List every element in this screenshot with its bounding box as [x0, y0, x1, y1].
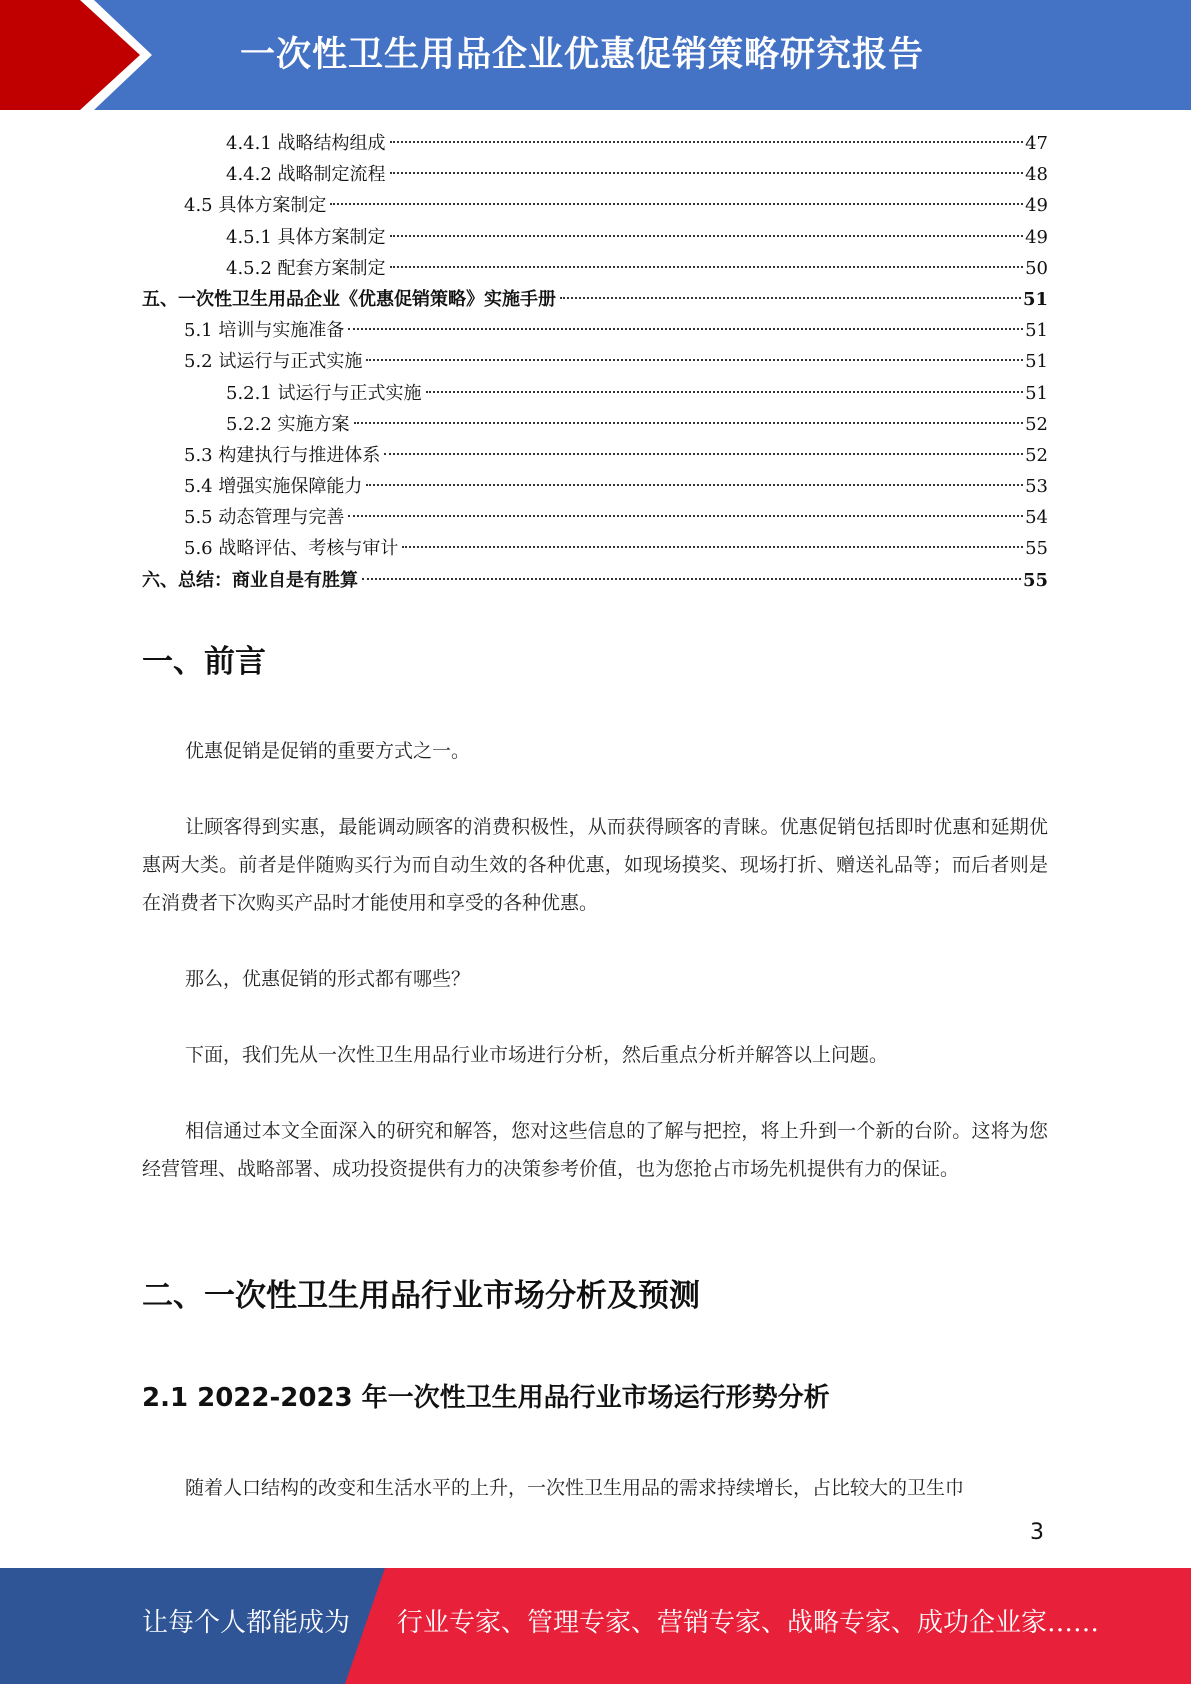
toc-entry-page: 52 [1025, 413, 1048, 435]
toc-entry[interactable] [142, 284, 1048, 315]
toc-entry[interactable] [142, 440, 1048, 471]
toc-entry-page: 49 [1025, 195, 1048, 217]
toc-dot-leader [330, 203, 1023, 205]
table-of-contents [142, 128, 1048, 596]
footer-slogan-right: 行业专家、管理专家、营销专家、战略专家、成功企业家…… [397, 1608, 1100, 1638]
page-footer [0, 1568, 1191, 1684]
toc-entry-label: 5.6 战略评估、考核与审计 [184, 538, 399, 560]
paragraph: 优惠促销是促销的重要方式之一。 [185, 740, 471, 762]
toc-entry-label: 5.2.1 试运行与正式实施 [226, 382, 422, 404]
toc-entry-label: 5.4 增强实施保障能力 [184, 476, 363, 498]
toc-dot-leader [366, 359, 1023, 361]
section-heading-market-analysis: 二、一次性卫生用品行业市场分析及预测 [142, 1278, 700, 1314]
toc-entry-page: 52 [1025, 444, 1048, 466]
toc-entry[interactable] [142, 378, 1048, 409]
toc-entry-page: 48 [1025, 164, 1048, 186]
toc-entry[interactable] [142, 533, 1048, 564]
toc-entry[interactable] [142, 222, 1048, 253]
toc-entry-label: 5.3 构建执行与推进体系 [184, 444, 381, 466]
paragraph: 让顾客得到实惠，最能调动顾客的消费积极性，从而获得顾客的青睐。优惠促销包括即时优惠和延期优惠两大类。前者是伴随购买行为而自动生效的各种优惠，如现场摸奖、现场打折、赠送礼品等；而后者则是在消费者下次购买产品时才能使用和享受的各种优惠。 [142, 816, 1048, 914]
toc-entry[interactable] [142, 502, 1048, 533]
toc-dot-leader [348, 328, 1023, 330]
toc-entry-label: 六、总结：商业自是有胜算 [142, 569, 358, 591]
toc-dot-leader [362, 578, 1021, 580]
toc-entry[interactable] [142, 565, 1048, 596]
toc-dot-leader [402, 546, 1023, 548]
toc-entry-page: 54 [1025, 507, 1048, 529]
toc-entry[interactable] [142, 409, 1048, 440]
page-number: 3 [1030, 1520, 1044, 1545]
toc-dot-leader [366, 484, 1023, 486]
toc-entry-label: 4.5.2 配套方案制定 [226, 257, 386, 279]
toc-entry-page: 55 [1022, 569, 1048, 591]
toc-entry[interactable] [142, 471, 1048, 502]
toc-dot-leader [390, 172, 1024, 174]
paragraph: 相信通过本文全面深入的研究和解答，您对这些信息的了解与把控，将上升到一个新的台阶。这将为您经营管理、战略部署、成功投资提供有力的决策参考价值，也为您抢占市场先机提供有力的保证。 [142, 1120, 1048, 1180]
toc-dot-leader [390, 266, 1024, 268]
toc-dot-leader [560, 297, 1021, 299]
toc-entry[interactable] [142, 128, 1048, 159]
toc-dot-leader [348, 515, 1023, 517]
toc-entry-label: 4.5 具体方案制定 [184, 195, 327, 217]
toc-entry-label: 5.5 动态管理与完善 [184, 507, 345, 529]
toc-entry[interactable] [142, 346, 1048, 377]
paragraph: 随着人口结构的改变和生活水平的上升，一次性卫生用品的需求持续增长，占比较大的卫生巾 [185, 1477, 965, 1499]
toc-entry-page: 55 [1025, 538, 1048, 560]
paragraph: 那么，优惠促销的形式都有哪些？ [185, 968, 471, 990]
toc-entry-page: 51 [1022, 288, 1048, 310]
toc-entry-page: 49 [1025, 226, 1048, 248]
toc-entry-label: 4.5.1 具体方案制定 [226, 226, 386, 248]
toc-entry-page: 51 [1025, 320, 1048, 342]
subsection-heading: 2.1 2022-2023 年一次性卫生用品行业市场运行形势分析 [142, 1383, 830, 1413]
toc-entry[interactable] [142, 315, 1048, 346]
toc-entry-page: 53 [1025, 476, 1048, 498]
toc-entry-page: 51 [1025, 382, 1048, 404]
toc-entry-label: 5.2 试运行与正式实施 [184, 351, 363, 373]
toc-dot-leader [354, 422, 1024, 424]
section-heading-preface: 一、前言 [142, 644, 266, 680]
page-header [0, 0, 1191, 110]
report-title: 一次性卫生用品企业优惠促销策略研究报告 [240, 35, 925, 75]
toc-entry[interactable] [142, 190, 1048, 221]
toc-entry-label: 4.4.2 战略制定流程 [226, 164, 386, 186]
toc-dot-leader [390, 141, 1024, 143]
toc-dot-leader [384, 453, 1023, 455]
toc-entry[interactable] [142, 253, 1048, 284]
header-red-chevron [0, 0, 140, 110]
toc-entry-page: 50 [1025, 257, 1048, 279]
toc-entry-label: 4.4.1 战略结构组成 [226, 133, 386, 154]
toc-entry-page: 51 [1025, 351, 1048, 373]
toc-entry-label: 5.2.2 实施方案 [226, 413, 350, 435]
toc-entry-page: 47 [1025, 133, 1048, 154]
toc-dot-leader [390, 235, 1024, 237]
toc-entry-label: 5.1 培训与实施准备 [184, 320, 345, 342]
toc-entry-label: 五、一次性卫生用品企业《优惠促销策略》实施手册 [142, 288, 556, 310]
footer-slogan-left: 让每个人都能成为 [142, 1608, 351, 1638]
toc-entry[interactable] [142, 159, 1048, 190]
paragraph: 下面，我们先从一次性卫生用品行业市场进行分析，然后重点分析并解答以上问题。 [185, 1044, 889, 1066]
toc-dot-leader [426, 391, 1024, 393]
